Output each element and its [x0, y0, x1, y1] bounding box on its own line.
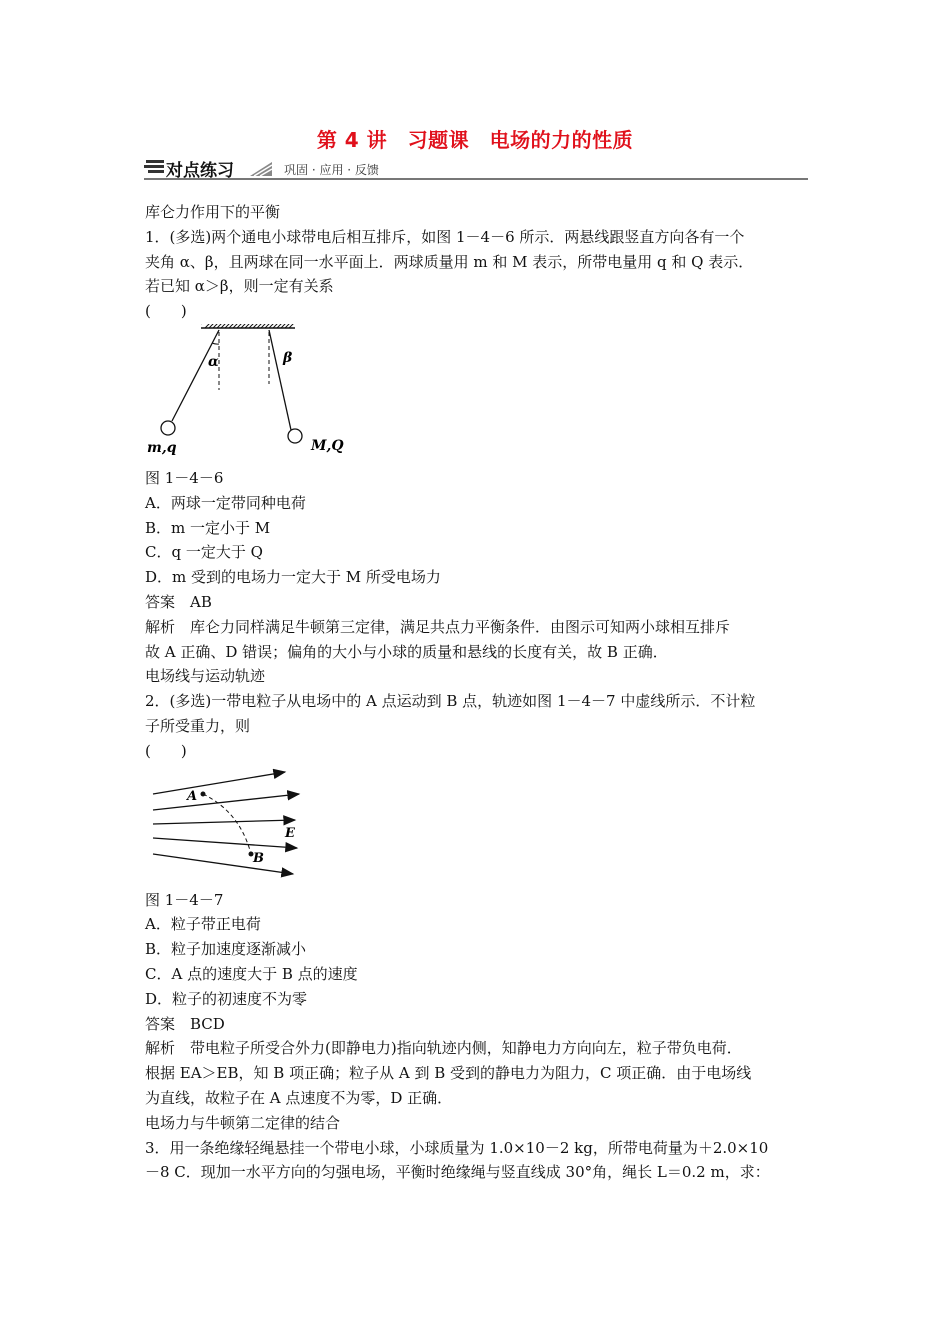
right-ball-label: M,Q: [311, 437, 344, 454]
point-b-label: B: [253, 850, 264, 866]
q1-line: 若已知 α＞β，则一定有关系: [145, 277, 334, 296]
q2-line: 2．(多选)一带电粒子从电场中的 A 点运动到 B 点，轨迹如图 1－4－7 中虚线所示．不计粒: [145, 692, 756, 711]
section-subtitle: 巩固 · 应用 · 反馈: [284, 163, 379, 177]
q2-blank: ( ): [145, 741, 187, 760]
q2-option-b: B．粒子加速度逐渐减小: [145, 940, 307, 959]
q2-option-c: C．A 点的速度大于 B 点的速度: [145, 964, 358, 983]
q1-topic: 库仑力作用下的平衡: [145, 203, 281, 221]
alpha-label: α: [208, 353, 219, 370]
point-a-label: A: [187, 788, 198, 804]
q3-topic: 电场力与牛顿第二定律的结合: [145, 1113, 341, 1132]
q1-line: 夹角 α、β，且两球在同一水平面上．两球质量用 m 和 M 表示，所带电量用 q 和 Q 表示．: [145, 252, 754, 271]
q2-analysis: 根据 EA＞EB，知 B 项正确；粒子从 A 到 B 受到的静电力为阻力，C 项正确．由于电场线: [145, 1064, 752, 1083]
q1-option-d: D．m 受到的电场力一定大于 M 所受电场力: [145, 568, 441, 587]
q2-line: 子所受重力，则: [145, 716, 251, 735]
stripes-icon: [144, 160, 166, 174]
beta-label: β: [283, 349, 293, 366]
document-body: [145, 200, 815, 1185]
q1-analysis: 解析 库仑力同样满足牛顿第三定律，满足共点力平衡条件．由图示可知两小球相互排斥: [145, 617, 731, 636]
section-rule: [144, 178, 808, 180]
q1-option-b: B．m 一定小于 M: [145, 518, 271, 537]
section-label: 对点练习: [166, 161, 234, 181]
q2-option-a: A．粒子带正电荷: [145, 915, 261, 934]
q1-answer: 答案 AB: [145, 592, 212, 611]
q1-line: 1．(多选)两个通电小球带电后相互排斥，如图 1－4－6 所示．两悬线跟竖直方向各有一个: [145, 227, 745, 246]
q3-line: －8 C．现加一水平方向的匀强电场，平衡时绝缘绳与竖直线成 30°角，绳长 L＝0.2 m，求：: [145, 1163, 770, 1182]
left-ball-label: m,q: [147, 439, 177, 456]
q2-topic: 电场线与运动轨迹: [145, 667, 266, 686]
triangle-icon: [250, 162, 272, 176]
q2-analysis: 解析 带电粒子所受合外力(即静电力)指向轨迹内侧，知静电力方向向左，粒子带负电荷．: [145, 1039, 742, 1058]
q2-option-d: D．粒子的初速度不为零: [145, 989, 308, 1008]
q1-option-c: C．q 一定大于 Q: [145, 543, 263, 562]
q1-analysis: 故 A 正确、D 错误；偏角的大小与小球的质量和悬线的长度有关，故 B 正确．: [145, 642, 668, 661]
figure-1-4-6: [145, 324, 375, 466]
q1-caption: 图 1－4－6: [145, 468, 224, 487]
q2-analysis: 为直线，故粒子在 A 点速度不为零，D 正确．: [145, 1088, 453, 1107]
q1-option-a: A．两球一定带同种电荷: [145, 493, 306, 512]
figure-1-4-7: [145, 764, 375, 888]
q2-caption: 图 1－4－7: [145, 890, 224, 909]
q2-answer: 答案 BCD: [145, 1014, 225, 1033]
field-label: E: [285, 825, 295, 841]
q3-line: 3．用一条绝缘轻绳悬挂一个带电小球，小球质量为 1.0×10－2 kg，所带电荷量为＋2.0×10: [145, 1138, 769, 1157]
q1-blank: ( ): [145, 302, 187, 321]
section-header: [144, 156, 808, 182]
page-title: 第 4 讲 习题课 电场的力的性质: [316, 128, 634, 152]
